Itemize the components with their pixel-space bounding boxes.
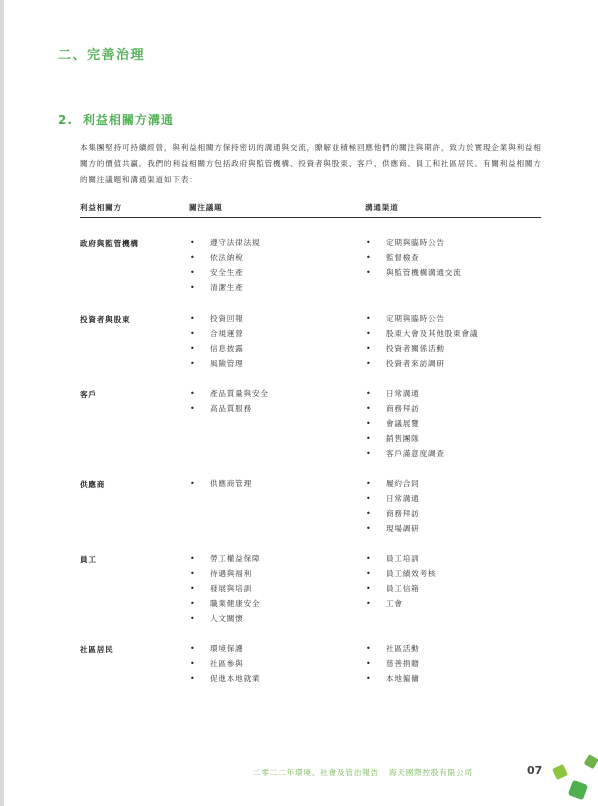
list-item: • 信息披露	[190, 341, 244, 356]
row-stakeholder: 供應商	[80, 480, 106, 489]
list-item: • 銷售團隊	[366, 431, 445, 446]
green-square-small	[552, 764, 568, 780]
page-number: 07	[527, 764, 543, 777]
list-item: • 股東大會及其他股東會議	[366, 326, 478, 341]
list-item: • 職業健康安全	[190, 596, 260, 611]
row-stakeholder: 社區居民	[80, 645, 114, 654]
list-item: • 監督檢查	[366, 250, 462, 265]
list-item: • 投資者來訪調研	[366, 356, 478, 371]
list-item: • 合規運營	[190, 326, 244, 341]
list-item: • 產品質量與安全	[190, 386, 269, 401]
list-item: • 工會	[366, 596, 436, 611]
list-item: • 勞工權益保障	[190, 551, 260, 566]
header-concerns: 關注議題	[189, 203, 223, 212]
page-spine	[0, 0, 4, 806]
footer-report-title: 二零二二年環境、社會及管治報告	[253, 768, 379, 777]
list-item: • 履約合同	[366, 476, 420, 491]
list-item: • 員工培訓	[366, 551, 436, 566]
section-title: 二、完善治理	[58, 48, 146, 63]
list-item: • 日常溝通	[366, 386, 445, 401]
concerns-list	[190, 386, 269, 416]
channels-list	[366, 641, 420, 686]
list-item: • 本地僱傭	[366, 671, 420, 686]
row-stakeholder: 客戶	[80, 390, 97, 399]
list-item: • 員工績效考核	[366, 566, 436, 581]
list-item: • 商務拜訪	[366, 401, 445, 416]
subsection-title	[58, 111, 174, 128]
list-item: • 與監管機構溝通交流	[366, 265, 462, 280]
row-stakeholder: 員工	[80, 555, 97, 564]
footer-company-name: 海天國際控股有限公司	[388, 768, 473, 777]
channels-list	[366, 386, 445, 461]
list-item: • 依法納稅	[190, 250, 260, 265]
list-item: • 社區活動	[366, 641, 420, 656]
list-item: • 環境保護	[190, 641, 260, 656]
list-item: • 遵守法律法規	[190, 235, 260, 250]
channels-list	[366, 235, 462, 280]
list-item: • 定期與臨時公告	[366, 311, 478, 326]
row-stakeholder: 政府與監管機構	[80, 239, 139, 248]
list-item: • 高品質服務	[190, 401, 269, 416]
channels-list	[366, 551, 436, 611]
header-stakeholder: 利益相關方	[80, 203, 122, 212]
corner-decoration-icon	[552, 752, 598, 806]
list-item: • 投資回報	[190, 311, 244, 326]
table-header	[80, 200, 541, 218]
subsection-text: 利益相關方溝通	[82, 113, 174, 127]
channels-list	[366, 476, 420, 536]
list-item: • 人文關懷	[190, 611, 260, 626]
concerns-list	[190, 551, 260, 626]
list-item: • 員工信箱	[366, 581, 436, 596]
list-item: • 社區參與	[190, 656, 260, 671]
list-item: • 風險管理	[190, 356, 244, 371]
list-item: • 待遇與福利	[190, 566, 260, 581]
list-item: • 定期與臨時公告	[366, 235, 462, 250]
list-item: • 慈善捐贈	[366, 656, 420, 671]
intro-paragraph: 本集團堅持可持續經營，與利益相關方保持密切的溝通與交流，瞭解並積極回應他們的關注與期許，致力於實現企業與利益相關方的價值共贏。我們的利益相關方包括政府與監管機構、投資者與股東、客戶、供應商、員工和社區居民。有關利益相關方的關注議題和溝通渠道如下表：	[80, 143, 542, 184]
green-square-large	[568, 780, 589, 801]
header-channels: 溝通渠道	[365, 203, 399, 212]
list-item: • 現場調研	[366, 521, 420, 536]
concerns-list	[190, 235, 260, 295]
concerns-list	[190, 641, 260, 686]
channels-list	[366, 311, 478, 371]
row-stakeholder: 投資者與股東	[80, 315, 131, 324]
concerns-list	[190, 476, 252, 491]
subsection-number: 2.	[58, 113, 73, 127]
list-item: • 投資者關係活動	[366, 341, 478, 356]
list-item: • 會議展覽	[366, 416, 445, 431]
list-item: • 客戶滿意度調查	[366, 446, 445, 461]
green-square-top	[584, 754, 598, 769]
concerns-list	[190, 311, 244, 371]
list-item: • 促進本地就業	[190, 671, 260, 686]
list-item: • 清潔生產	[190, 280, 260, 295]
list-item: • 商務拜訪	[366, 506, 420, 521]
list-item: • 日常溝通	[366, 491, 420, 506]
list-item: • 發展與培訓	[190, 581, 260, 596]
page-footer	[253, 767, 473, 778]
list-item: • 供應商管理	[190, 476, 252, 491]
list-item: • 安全生產	[190, 265, 260, 280]
